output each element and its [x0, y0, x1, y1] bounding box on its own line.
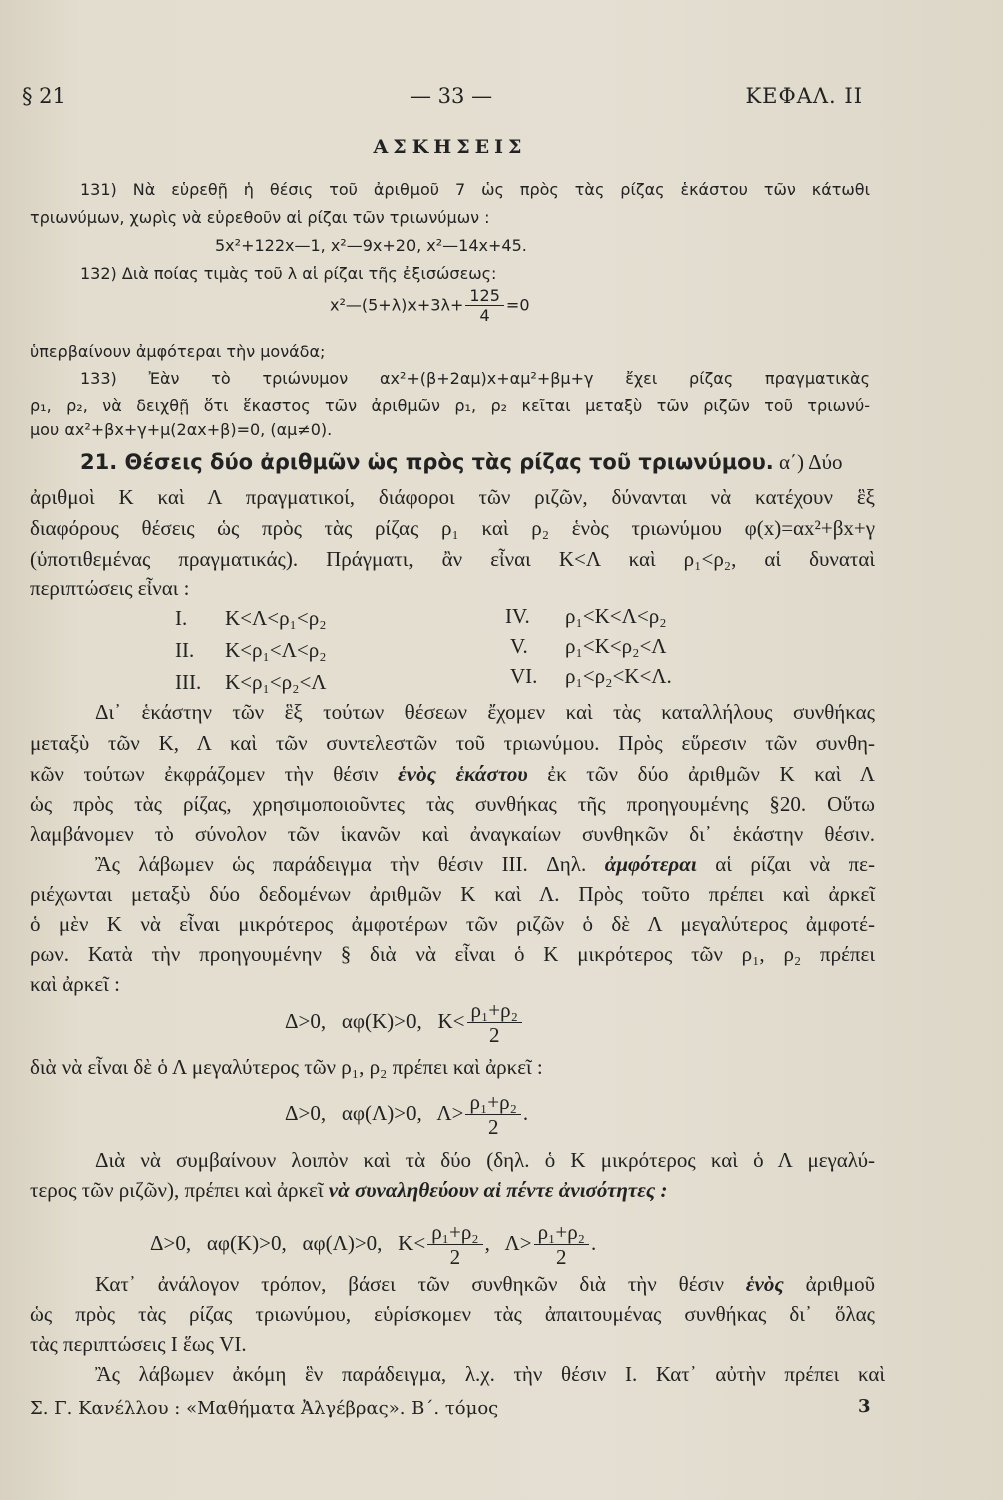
- paragraph-6-line: ὡς πρὸς τὰς ρίζας τριωνύμου, εὑρίσκομεν τὰς ἀπαιτουμένας συνθήκας δι᾽ ὅλας: [30, 1302, 875, 1326]
- fraction-denominator: 2: [449, 1245, 461, 1269]
- paragraph-2-line: μεταξὺ τῶν Κ, Λ καὶ τῶν συντελεστῶν τοῦ τριωνύμου. Πρὸς εὕρεσιν τῶν συνθη-: [30, 731, 875, 755]
- fraction-denominator: 2: [488, 1023, 500, 1047]
- paragraph-3-line: ρων. Κατὰ τὴν προηγουμένην § διὰ νὰ εἶναι ὁ Κ μικρότερος τῶν ρ₁, ρ₂ πρέπει: [30, 942, 875, 966]
- paragraph-2-line: ὡς πρὸς τὰς ρίζας, χρησιμοποιοῦντες τὰς συνθήκας τῆς προηγουμένης §20. Οὕτω: [30, 792, 875, 816]
- section-heading: 21. Θέσεις δύο ἀριθμῶν ὡς πρὸς τὰς ρίζας τοῦ τριωνύμου.: [80, 450, 774, 474]
- paragraph-3-line: ὁ μὲν Κ νὰ εἶναι μικρότερος ἀμφοτέρων τῶν ριζῶν ὁ δὲ Λ μεγαλύτερος ἀμφοτέ-: [30, 912, 875, 936]
- exercise-131-line-1: 131) Νὰ εὑρεθῇ ἡ θέσις τοῦ ἀριθμοῦ 7 ὡς πρὸς τὰς ρίζας ἑκάστου τῶν κάτωθι: [80, 180, 870, 199]
- fraction: [427, 1222, 482, 1268]
- case-expression: ρ₁<ρ₂<Κ<Λ.: [565, 664, 672, 688]
- inequality: Λ>: [504, 1230, 532, 1255]
- signature-mark: 3: [858, 1396, 871, 1417]
- section-heading-tail: α΄) Δύο: [773, 450, 843, 474]
- chapter-label: ΚΕΦΑΛ. ΙΙ: [745, 84, 863, 108]
- inequality: Δ>0,: [285, 1008, 327, 1033]
- exercise-131-line-2: τριωνύμων, χωρὶς νὰ εὑρεθοῦν αἱ ρίζαι τῶν τριωνύμων :: [30, 208, 490, 227]
- paragraph-1-line: (ὑποτιθεμένας πραγματικάς). Πράγματι, ἂν εἶναι Κ<Λ καὶ ρ₁<ρ₂, αἱ δυναταὶ: [30, 547, 875, 571]
- paragraph-5-line: [30, 1178, 667, 1203]
- text-run: αἱ ρίζαι νὰ πε-: [696, 852, 875, 876]
- condition-k-equation: [285, 1000, 524, 1046]
- inequality: Κ<: [437, 1008, 465, 1033]
- case-number: III.: [175, 670, 202, 694]
- inequality: αφ(Λ)>0,: [302, 1230, 383, 1255]
- emphasis: ἑνὸς: [745, 1272, 784, 1296]
- case-number: I.: [175, 606, 188, 630]
- inequality: Δ>0,: [150, 1230, 192, 1255]
- text-run: Κατ᾽ ἀνάλογον τρόπον, βάσει τῶν συνθηκῶν διὰ τὴν θέσιν: [95, 1272, 746, 1296]
- paragraph-3-line: ριέχωνται μεταξὺ δύο δεδομένων ἀριθμῶν Κ καὶ Λ. Πρὸς τοῦτο πρέπει καὶ ἀρκεῖ: [30, 882, 875, 906]
- text-run: ἀριθμοῦ: [783, 1272, 875, 1296]
- footer-citation: Σ. Γ. Κανέλλου : «Μαθήματα Ἀλγέβρας». Β΄. τόμος: [30, 1398, 499, 1419]
- inequality: αφ(Κ)>0,: [341, 1008, 422, 1033]
- text-run: κῶν τούτων ἐκφράζομεν τὴν θέσιν: [30, 762, 399, 786]
- fraction-denominator: 4: [479, 306, 490, 325]
- fraction: [465, 288, 504, 324]
- page-number: — 33 —: [410, 84, 493, 108]
- text-run: Ἂς λάβωμεν ὡς παράδειγμα τὴν θέσιν III. Δηλ.: [95, 852, 605, 876]
- fraction-numerator: ρ₁+ρ₂: [465, 1092, 520, 1115]
- paragraph-1-line: διαφόρους θέσεις ὡς πρὸς τὰς ρίζας ρ₁ καὶ ρ₂ ἑνὸς τριωνύμου φ(x)=αx²+βx+γ: [30, 516, 875, 540]
- punctuation: .: [522, 1100, 529, 1125]
- case-expression: Κ<ρ₁<ρ₂<Λ: [225, 670, 327, 694]
- inequality: Λ>: [436, 1100, 464, 1125]
- case-expression: ρ₁<Κ<Λ<ρ₂: [565, 604, 667, 628]
- paragraph-1-line: ἀριθμοὶ Κ καὶ Λ πραγματικοί, διάφοροι τῶν ριζῶν, δύνανται νὰ κατέχουν ἓξ: [30, 485, 875, 509]
- equation-left: x²—(5+λ)x+3λ+: [330, 295, 464, 315]
- section-number: § 21: [22, 84, 66, 108]
- text-run: ἐκ τῶν δύο ἀριθμῶν Κ καὶ Λ: [527, 762, 875, 786]
- paragraph-2-line: λαμβάνομεν τὸ σύνολον τῶν ἱκανῶν καὶ ἀναγκαίων συνθηκῶν δι᾽ ἑκάστην θέσιν.: [30, 822, 875, 846]
- paragraph-3-line: καὶ ἀρκεῖ :: [30, 972, 120, 996]
- exercise-131-expressions: 5x²+122x—1, x²—9x+20, x²—14x+45.: [215, 236, 527, 255]
- paragraph-7-line: Ἂς λάβωμεν ἀκόμη ἓν παράδειγμα, λ.χ. τὴν θέσιν I. Κατ᾽ αὐτὴν πρέπει καὶ: [95, 1362, 885, 1386]
- fraction-denominator: 2: [556, 1245, 567, 1269]
- fraction: [465, 1092, 520, 1138]
- equation-right: =0: [505, 295, 530, 315]
- exercise-132-equation: [330, 288, 530, 324]
- paragraph-5-line: Διὰ νὰ συμβαίνουν λοιπὸν καὶ τὰ δύο (δηλ. ὁ Κ μικρότερος καὶ ὁ Λ μεγαλύ-: [95, 1148, 875, 1172]
- punctuation: ,: [484, 1230, 490, 1255]
- fraction-numerator: ρ₁+ρ₂: [534, 1222, 589, 1245]
- fraction-numerator: ρ₁+ρ₂: [467, 1000, 522, 1023]
- case-expression: ρ₁<Κ<ρ₂<Λ: [565, 634, 667, 658]
- exercise-133-line-2: ρ₁, ρ₂, νὰ δειχθῇ ὅτι ἕκαστος τῶν ἀριθμῶν ρ₁, ρ₂ κεῖται μεταξὺ τῶν ριζῶν τοῦ τριωνύ-: [30, 396, 870, 415]
- exercises-title: ΑΣΚΗΣΕΙΣ: [373, 136, 527, 158]
- paragraph-3-line: [95, 852, 875, 877]
- exercise-132-line-1: 132) Διὰ ποίας τιμὰς τοῦ λ αἱ ρίζαι τῆς ἐξισώσεως:: [80, 264, 497, 283]
- fraction-numerator: ρ₁+ρ₂: [427, 1222, 482, 1245]
- case-number: IV.: [505, 604, 530, 628]
- inequality: Δ>0,: [285, 1100, 327, 1125]
- paragraph-6-line: τὰς περιπτώσεις I ἕως VI.: [30, 1332, 247, 1356]
- punctuation: .: [591, 1230, 597, 1255]
- section-21-first-line: [80, 450, 842, 475]
- exercise-132-line-2: ὑπερβαίνουν ἀμφότεραι τὴν μονάδα;: [30, 342, 326, 361]
- fraction-denominator: 2: [487, 1115, 499, 1139]
- five-inequalities-equation: [150, 1222, 596, 1268]
- exercise-133-line-3: μου αx²+βx+γ+μ(2αx+β)=0, (αμ≠0).: [30, 420, 333, 439]
- condition-l-equation: [285, 1092, 528, 1138]
- inequality: αφ(Λ)>0,: [341, 1100, 422, 1125]
- case-expression: Κ<ρ₁<Λ<ρ₂: [225, 638, 327, 662]
- paragraph-2-line: [30, 762, 875, 787]
- emphasis: ἀμφότεραι: [604, 852, 697, 876]
- paragraph-2-line: Δι᾽ ἑκάστην τῶν ἓξ τούτων θέσεων ἔχομεν καὶ τὰς καταλλήλους συνθήκας: [95, 700, 875, 724]
- paragraph-1-line: περιπτώσεις εἶναι :: [30, 576, 190, 600]
- fraction: [467, 1000, 522, 1046]
- case-number: VI.: [510, 664, 538, 688]
- emphasis: νὰ συναληθεύουν αἱ πέντε ἀνισότητες :: [328, 1178, 668, 1202]
- text-run: τερος τῶν ριζῶν), πρέπει καὶ ἀρκεῖ: [30, 1178, 329, 1202]
- case-number: II.: [175, 638, 195, 662]
- inequality: αφ(Κ)>0,: [206, 1230, 287, 1255]
- paragraph-6-line: [95, 1272, 875, 1297]
- fraction: [534, 1222, 589, 1268]
- case-expression: Κ<Λ<ρ₁<ρ₂: [225, 606, 327, 630]
- fraction-numerator: 125: [465, 288, 504, 306]
- exercise-133-line-1: 133) Ἐὰν τὸ τριώνυμον αx²+(β+2αμ)x+αμ²+βμ+γ ἔχει ρίζας πραγματικὰς: [80, 369, 870, 388]
- paragraph-4: διὰ νὰ εἶναι δὲ ὁ Λ μεγαλύτερος τῶν ρ₁, ρ₂ πρέπει καὶ ἀρκεῖ :: [30, 1055, 543, 1079]
- emphasis: ἑνὸς ἑκάστου: [398, 762, 528, 786]
- inequality: Κ<: [398, 1230, 426, 1255]
- case-number: V.: [510, 634, 528, 658]
